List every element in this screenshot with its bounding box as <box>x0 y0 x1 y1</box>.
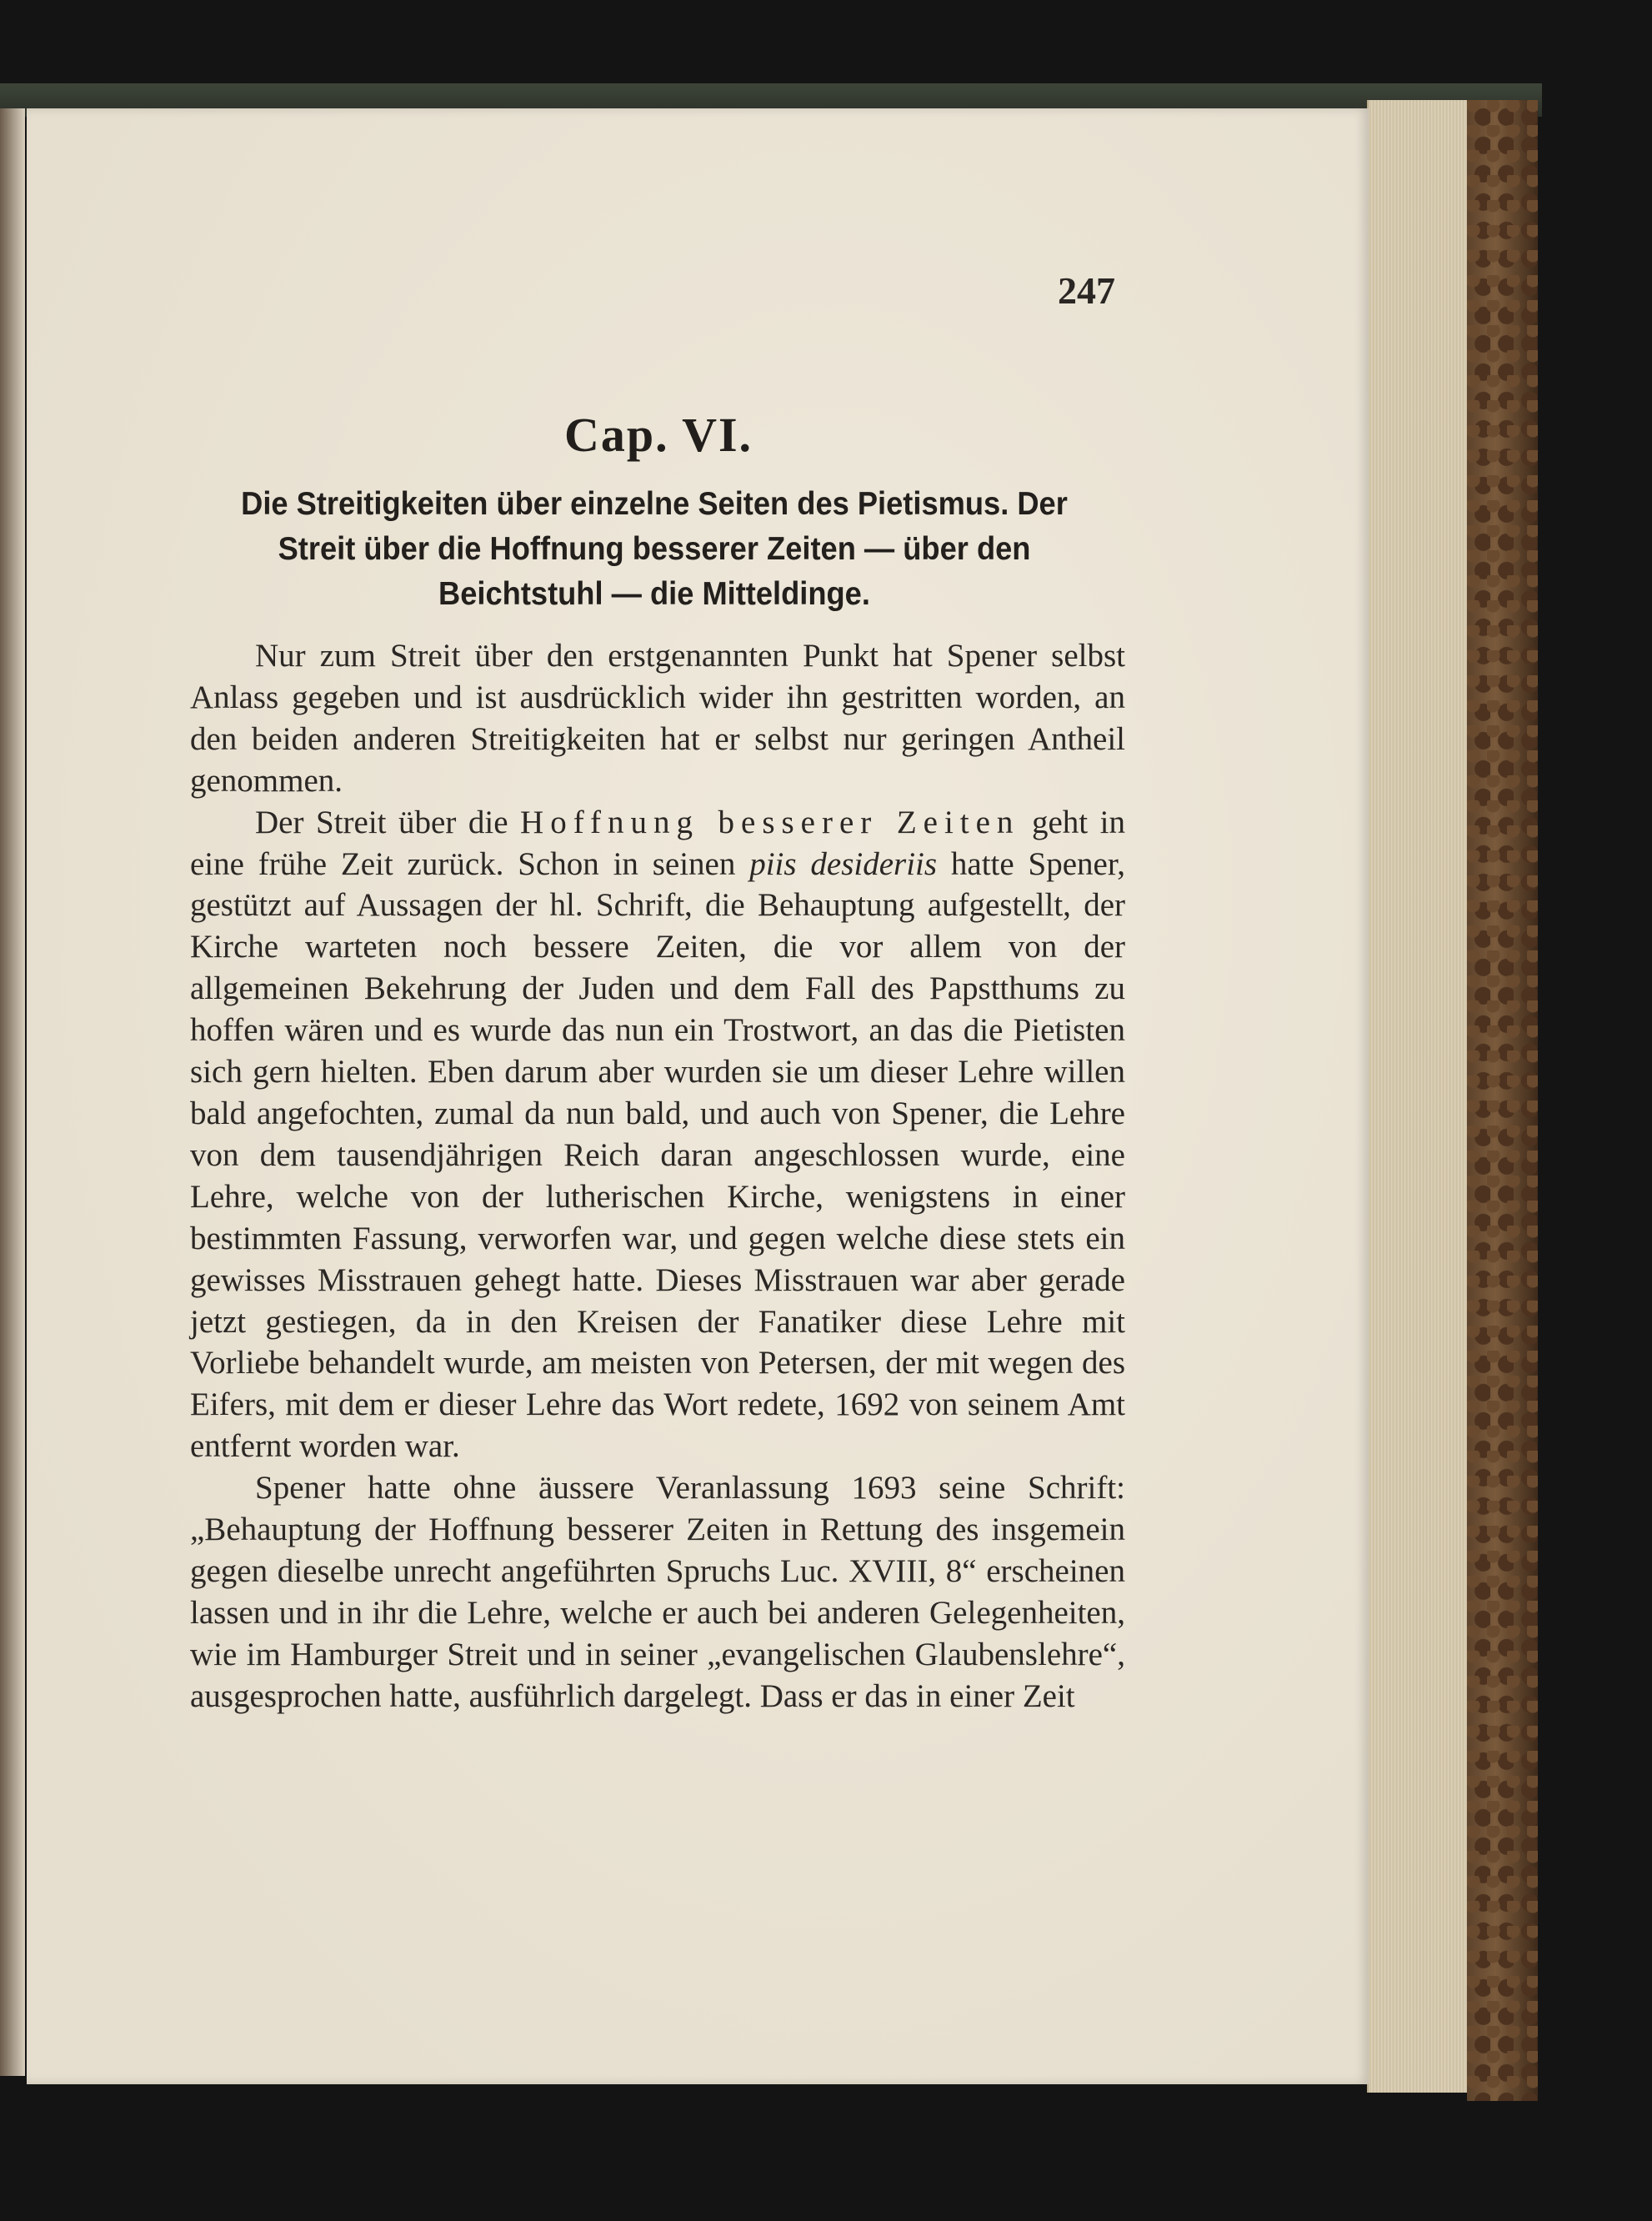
paragraph-3: Spener hatte ohne äussere Veranlassung 1693 seine Schrift: „Behauptung der Hoffnung besserer Zeiten in Rettung des insgemein gegen dieselbe unrecht angeführten Spruchs Luc. XVIII, 8“ erscheinen lassen und in ihr die Lehre, welche er auch bei anderen Gelegenheiten, wie im Hamburger Streit und in seiner „evangelischen Glaubenslehre“, ausgesprochen hatte, ausführlich dargelegt. Dass er das in einer Zeit <box>190 1470 1125 1714</box>
book-cover-spine <box>1467 100 1538 2101</box>
page-number: 247 <box>1058 269 1115 312</box>
facing-page-edge <box>0 108 25 2076</box>
chapter-subtitle: Die Streitigkeiten über einzelne Seiten des Pietismus. Der Streit über die Hoffnung besserer Zeiten — über den Beichtstuhl — die Mitteldinge. <box>241 486 1068 612</box>
spaced-emphasis: Hoffnung besserer Zeiten <box>520 804 1020 840</box>
latin-title: piis desideriis <box>749 845 938 882</box>
page-block-edge <box>1367 100 1469 2093</box>
paragraph-2-middle: geht in eine frühe Zeit zurück. Schon in seinen <box>190 804 1125 882</box>
paragraph-2-end: hatte Spener, gestützt auf Aussagen der hl. Schrift, die Behauptung aufgestellt, der Kirche warteten noch bessere Zeiten, die vor allem von der allgemeinen Bekehrung der Juden und dem Fall des Papstthums zu hoffen wären und es wurde das nun ein Trostwort, an das die Pietisten sich gern hielten. Eben darum aber wurden sie um dieser Lehre willen bald angefochten, zumal da nun bald, und auch von Spener, die Lehre von dem tausendjährigen Reich daran angeschlossen wurde, eine Lehre, welche von der lutherischen Kirche, wenigstens in einer bestimmten Fassung, verworfen war, und gegen welche diese stets ein gewisses Misstrauen gehegt hatte. Dieses Misstrauen war aber gerade jetzt gestiegen, da in den Kreisen der Fanatiker diese Lehre mit Vorliebe behandelt wurde, am meisten von Petersen, der mit wegen des Eifers, mit dem er dieser Lehre das Wort redete, 1692 von seinem Amt entfernt worden war. <box>190 845 1125 1465</box>
paragraph-2-start: Der Streit über die <box>255 804 521 840</box>
chapter-title: Cap. VI. <box>563 408 753 462</box>
paragraph-2 <box>190 802 1125 1468</box>
body-text <box>190 635 1125 1717</box>
paragraph-1: Nur zum Streit über den erstgenannten Punkt hat Spener selbst Anlass gegeben und ist ausdrücklich wider ihn gestritten worden, an den beiden anderen Streitigkeiten hat er selbst nur geringen Antheil genommen. <box>190 638 1125 799</box>
